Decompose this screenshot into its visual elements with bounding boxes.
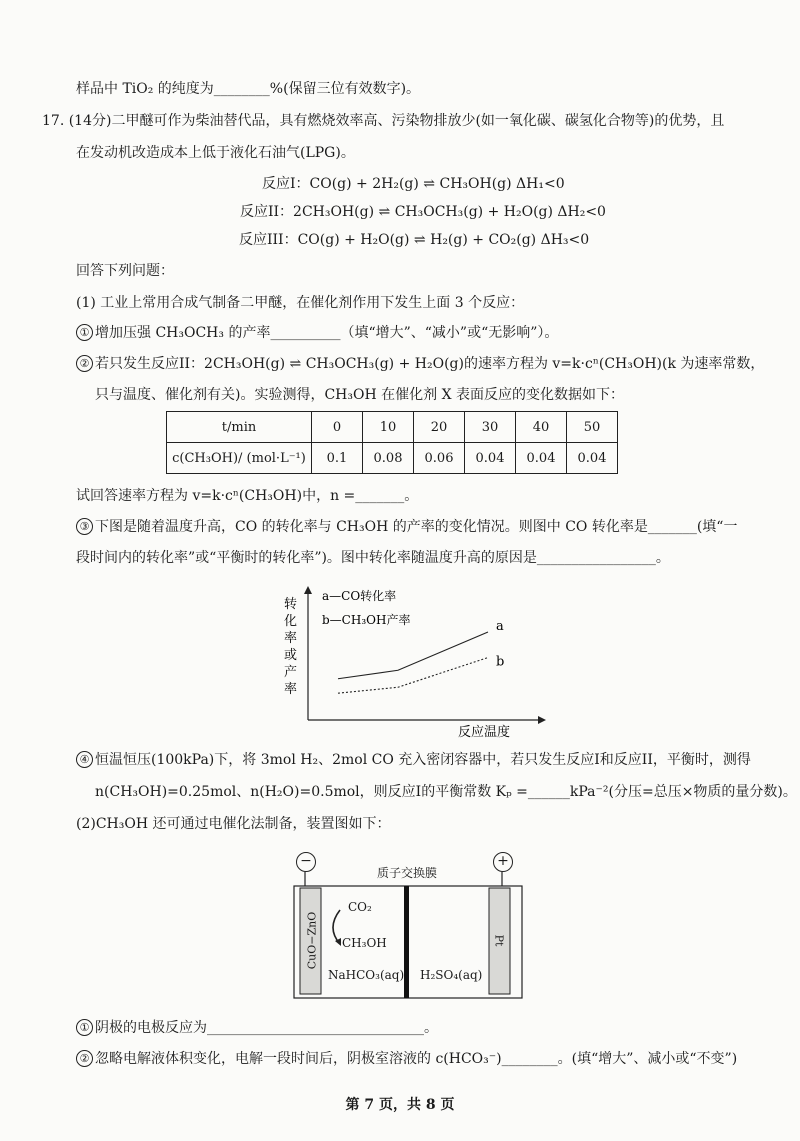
left-solution-label: NaHCO₃(aq) (328, 968, 405, 982)
q1-text: 增加压强 CH₃OCH₃ 的产率__________（填“增大”、“减小”或“无影响”）。 (95, 325, 559, 341)
x-axis-label: 反应温度 (458, 725, 511, 738)
table-cell: 30 (465, 412, 516, 443)
q3-text-line2: 段时间内的转化率”或“平衡时的转化率”)。图中转化率随温度升高的原因是_________________。 (76, 550, 670, 566)
table-header-concentration: c(CH₃OH)/ (mol·L⁻¹) (167, 443, 312, 474)
series-line-a (338, 632, 488, 679)
positive-terminal: + (493, 852, 513, 872)
y-axis-arrow (304, 586, 312, 594)
q16-tail-line: 样品中 TiO₂ 的纯度为________%(保留三位有效数字)。 (76, 81, 421, 97)
q2-number: ② (76, 355, 93, 372)
table-cell: 0 (312, 412, 363, 443)
q3-text-line1: 下图是随着温度升高，CO 的转化率与 CH₃OH 的产率的变化情况。则图中 CO 转化率是_______(填“一 (95, 519, 738, 535)
table-row-concentration (167, 443, 618, 474)
ch3oh-label: CH₃OH (342, 936, 387, 950)
table-cell: 10 (363, 412, 414, 443)
q4-line1 (76, 749, 751, 769)
table-cell: 0.04 (465, 443, 516, 474)
q6-line (76, 1048, 737, 1068)
co2-label: CO₂ (348, 900, 372, 914)
q4-number: ④ (76, 751, 93, 768)
q3-number: ③ (76, 518, 93, 535)
y-axis-label-char: 化 (284, 614, 298, 629)
membrane-label: 质子交换膜 (377, 866, 438, 880)
anode-label: Pt (492, 934, 506, 947)
legend-entry: b—CH₃OH产率 (322, 613, 411, 627)
negative-terminal: − (296, 852, 316, 872)
q5-line (76, 1017, 438, 1037)
q4-text-line2: n(CH₃OH)=0.25mol、n(H₂O)=0.5mol，则反应I的平衡常数 Kₚ =______kPa⁻²(分压=总压×物质的量分数)。 (95, 784, 797, 800)
y-axis-label-char: 率 (284, 682, 298, 697)
electrolysis-diagram (292, 850, 524, 1000)
q2-text-line2: 只与温度、催化剂有关)。实验测得，CH₃OH 在催化剂 X 表面反应的变化数据如下： (95, 387, 624, 403)
series-label-b: b (496, 654, 505, 670)
legend-entry: a—CO转化率 (322, 589, 397, 603)
q3-line1 (76, 516, 737, 536)
reaction-2: 反应II：2CH₃OH(g) ⇌ CH₃OCH₃(g) + H₂O(g) ΔH₂<0 (240, 204, 606, 220)
conversion-chart (270, 578, 550, 738)
q2-text-line1: 若只发生反应II：2CH₃OH(g) ⇌ CH₃OCH₃(g) + H₂O(g)的速率方程为 v=k·cⁿ(CH₃OH)(k 为速率常数， (95, 356, 765, 372)
y-axis-label-char: 转 (284, 597, 298, 612)
q1-number: ① (76, 324, 93, 341)
table-cell: 20 (414, 412, 465, 443)
series-label-a: a (496, 619, 504, 634)
table-cell: 0.08 (363, 443, 414, 474)
rate-data-table (166, 411, 618, 474)
reaction-1: 反应I：CO(g) + 2H₂(g) ⇌ CH₃OH(g) ΔH₁<0 (262, 176, 565, 192)
q2-answer-line: 试回答速率方程为 v=k·cⁿ(CH₃OH)中，n =_______。 (76, 488, 419, 504)
part2-intro: (2)CH₃OH 还可通过电催化法制备，装置图如下： (76, 816, 391, 832)
y-axis-label-char: 产 (284, 665, 298, 680)
q17-intro-line2: 在发动机改造成本上低于液化石油气(LPG)。 (76, 145, 355, 161)
part1-intro: (1) 工业上常用合成气制备二甲醚，在催化剂作用下发生上面 3 个反应： (76, 295, 525, 311)
cathode-label: CuO−ZnO (305, 911, 319, 970)
table-row-time (167, 412, 618, 443)
q5-number: ① (76, 1019, 93, 1036)
q4-text-line1: 恒温恒压(100kPa)下，将 3mol H₂、2mol CO 充入密闭容器中，若只发生反应I和反应II，平衡时，测得 (95, 752, 751, 768)
q2-line1 (76, 353, 764, 373)
table-cell: 0.06 (414, 443, 465, 474)
answer-prompt: 回答下列问题： (76, 263, 174, 279)
q17-intro-line1: 17. (14分)二甲醚可作为柴油替代品，具有燃烧效率高、污染物排放少(如一氧化碳、碳氢化合物等)的优势，且 (42, 113, 725, 129)
q5-text: 阴极的电极反应为_______________________________。 (95, 1020, 438, 1036)
right-solution-label: H₂SO₄(aq) (420, 968, 483, 982)
x-axis-arrow (538, 716, 546, 724)
table-cell: 0.04 (567, 443, 618, 474)
table-header-time: t/min (167, 412, 312, 443)
q6-number: ② (76, 1050, 93, 1067)
page-footer: 第 7 页，共 8 页 (345, 1097, 455, 1113)
y-axis-label-char: 率 (284, 631, 298, 646)
table-cell: 0.04 (516, 443, 567, 474)
table-cell: 40 (516, 412, 567, 443)
table-cell: 50 (567, 412, 618, 443)
y-axis-label-char: 或 (284, 648, 298, 663)
q6-text: 忽略电解液体积变化，电解一段时间后，阴极室溶液的 c(HCO₃⁻)________。(填“增大”、减小或“不变”) (95, 1051, 738, 1067)
table-cell: 0.1 (312, 443, 363, 474)
reaction-3: 反应III：CO(g) + H₂O(g) ⇌ H₂(g) + CO₂(g) ΔH₃<0 (239, 232, 590, 248)
q1-line (76, 322, 558, 342)
